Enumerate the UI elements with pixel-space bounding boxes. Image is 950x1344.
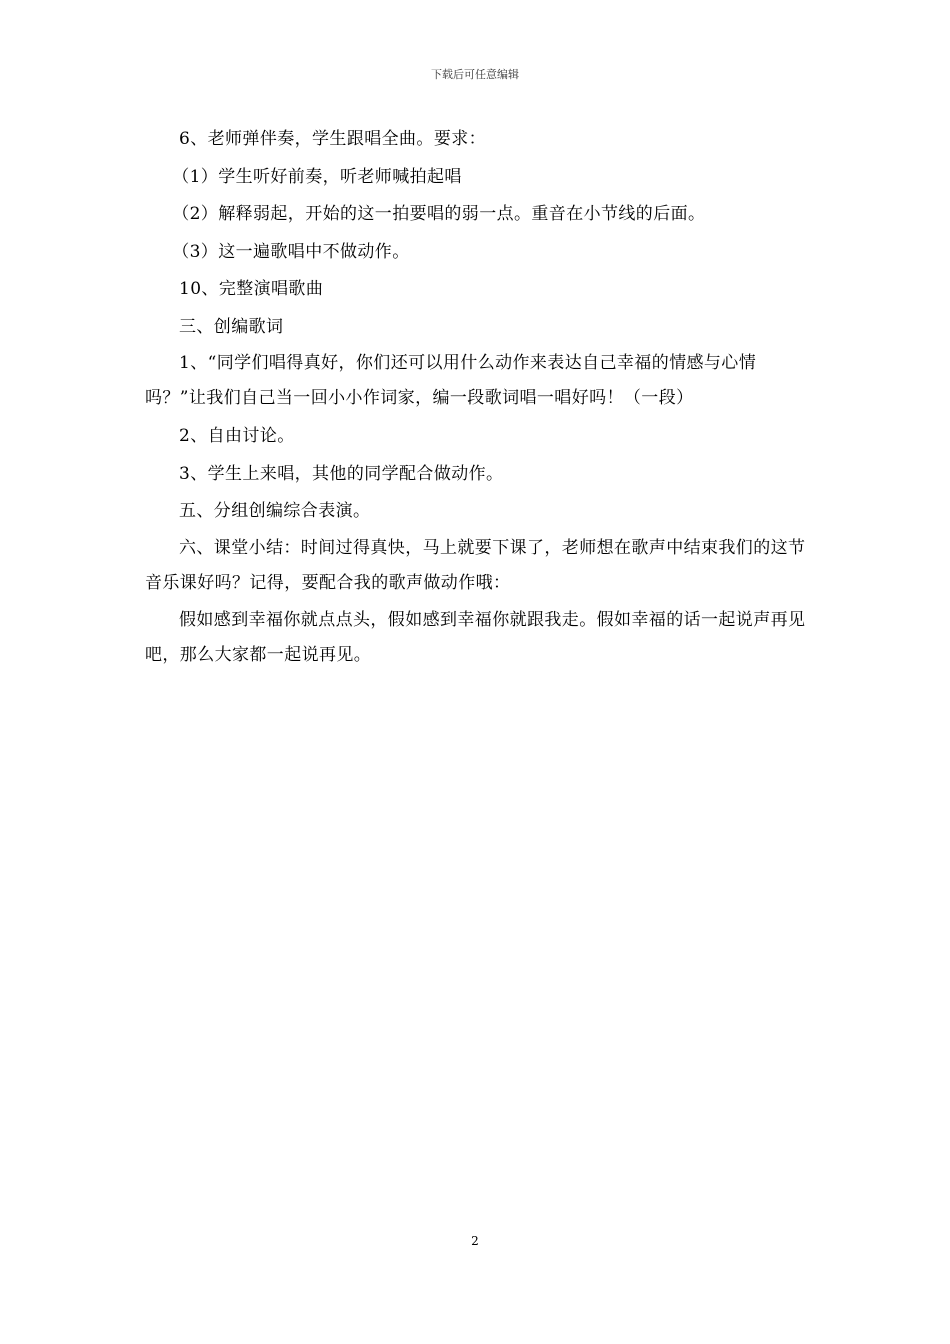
document-body [145,121,809,675]
paragraph-song-lyrics: 假如感到幸福你就点点头，假如感到幸福你就跟我走。假如幸福的话一起说声再见吧，那么大家都一起说再见。 [145,609,806,665]
section-heading-lyrics: 三、创编歌词 [179,316,284,337]
paragraph-requirement-3: （3）这一遍歌唱中不做动作。 [172,241,410,262]
paragraph-step-6: 6、老师弹伴奏，学生跟唱全曲。要求： [179,129,487,149]
paragraph-step-10: 10、完整演唱歌曲 [179,279,324,299]
paragraph-lyrics-1: 1、“同学们唱得真好，你们还可以用什么动作来表达自己幸福的情感与心情吗？”让我们自己当一回小小作词家，编一段歌词唱一唱好吗！（一段） [145,353,757,408]
paragraph-requirement-2: （2）解释弱起，开始的这一拍要唱的弱一点。重音在小节线的后面。 [172,204,706,224]
page-number: 2 [471,1234,479,1248]
paragraph-requirement-1: （1）学生听好前奏，听老师喊拍起唱 [172,166,462,187]
paragraph-lyrics-2: 2、自由讨论。 [179,426,295,446]
paragraph-lyrics-3: 3、学生上来唱，其他的同学配合做动作。 [179,463,504,484]
section-heading-group-performance: 五、分组创编综合表演。 [179,501,371,521]
page-header: 下载后可任意编辑 [431,68,519,81]
paragraph-summary: 六、课堂小结：时间过得真快，马上就要下课了，老师想在歌声中结束我们的这节音乐课好吗？记得，要配合我的歌声做动作哦： [145,537,806,593]
